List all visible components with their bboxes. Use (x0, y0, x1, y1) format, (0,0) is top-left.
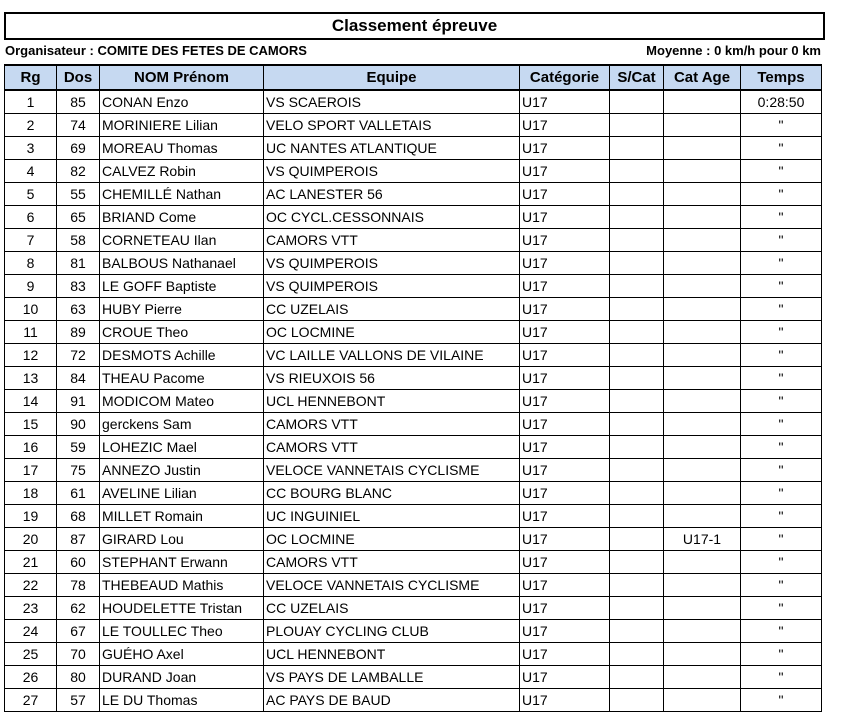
cell-age-category (664, 436, 741, 459)
column-header-team: Equipe (264, 65, 520, 90)
cell-name: STEPHANT Erwann (100, 551, 264, 574)
cell-subcategory (610, 620, 664, 643)
table-row (5, 344, 822, 367)
cell-category: U17 (520, 689, 610, 712)
cell-name: BRIAND Come (100, 206, 264, 229)
column-header-subcategory: S/Cat (610, 65, 664, 90)
cell-age-category (664, 390, 741, 413)
column-header-category: Catégorie (520, 65, 610, 90)
table-row (5, 160, 822, 183)
table-row (5, 643, 822, 666)
table-row (5, 114, 822, 137)
cell-rank: 6 (5, 206, 57, 229)
cell-name: MODICOM Mateo (100, 390, 264, 413)
cell-category: U17 (520, 90, 610, 114)
cell-time: " (741, 114, 822, 137)
cell-category: U17 (520, 344, 610, 367)
cell-subcategory (610, 643, 664, 666)
cell-category: U17 (520, 436, 610, 459)
cell-name: gerckens Sam (100, 413, 264, 436)
table-row (5, 666, 822, 689)
table-row (5, 183, 822, 206)
table-row (5, 620, 822, 643)
cell-team: VELOCE VANNETAIS CYCLISME (264, 574, 520, 597)
cell-category: U17 (520, 666, 610, 689)
cell-team: CC UZELAIS (264, 298, 520, 321)
cell-age-category (664, 160, 741, 183)
cell-bib: 84 (57, 367, 100, 390)
cell-category: U17 (520, 620, 610, 643)
cell-team: UC NANTES ATLANTIQUE (264, 137, 520, 160)
cell-subcategory (610, 275, 664, 298)
cell-time: " (741, 298, 822, 321)
cell-name: DESMOTS Achille (100, 344, 264, 367)
cell-name: CONAN Enzo (100, 90, 264, 114)
table-row (5, 367, 822, 390)
cell-category: U17 (520, 252, 610, 275)
cell-rank: 12 (5, 344, 57, 367)
cell-category: U17 (520, 505, 610, 528)
average-speed-label: Moyenne : 0 km/h pour 0 km (646, 43, 821, 58)
cell-time: " (741, 275, 822, 298)
cell-age-category (664, 183, 741, 206)
cell-team: OC LOCMINE (264, 528, 520, 551)
cell-name: LE GOFF Baptiste (100, 275, 264, 298)
cell-time: " (741, 505, 822, 528)
cell-rank: 15 (5, 413, 57, 436)
table-row (5, 482, 822, 505)
cell-subcategory (610, 321, 664, 344)
cell-rank: 13 (5, 367, 57, 390)
table-row (5, 551, 822, 574)
cell-subcategory (610, 666, 664, 689)
cell-age-category (664, 620, 741, 643)
cell-age-category (664, 275, 741, 298)
cell-team: UCL HENNEBONT (264, 390, 520, 413)
cell-subcategory (610, 528, 664, 551)
cell-bib: 80 (57, 666, 100, 689)
cell-team: VS QUIMPEROIS (264, 275, 520, 298)
cell-rank: 20 (5, 528, 57, 551)
cell-age-category (664, 90, 741, 114)
cell-category: U17 (520, 229, 610, 252)
cell-age-category: U17-1 (664, 528, 741, 551)
cell-bib: 78 (57, 574, 100, 597)
cell-age-category (664, 459, 741, 482)
cell-subcategory (610, 114, 664, 137)
cell-team: CC UZELAIS (264, 597, 520, 620)
table-row (5, 505, 822, 528)
cell-bib: 81 (57, 252, 100, 275)
cell-time: " (741, 344, 822, 367)
cell-time: " (741, 252, 822, 275)
cell-name: MORINIERE Lilian (100, 114, 264, 137)
cell-bib: 63 (57, 298, 100, 321)
cell-time: " (741, 390, 822, 413)
cell-subcategory (610, 206, 664, 229)
cell-name: THEAU Pacome (100, 367, 264, 390)
cell-subcategory (610, 689, 664, 712)
cell-rank: 18 (5, 482, 57, 505)
cell-age-category (664, 344, 741, 367)
cell-name: LOHEZIC Mael (100, 436, 264, 459)
cell-subcategory (610, 298, 664, 321)
cell-category: U17 (520, 183, 610, 206)
cell-subcategory (610, 229, 664, 252)
cell-rank: 10 (5, 298, 57, 321)
cell-rank: 16 (5, 436, 57, 459)
cell-age-category (664, 597, 741, 620)
cell-bib: 57 (57, 689, 100, 712)
cell-age-category (664, 551, 741, 574)
cell-age-category (664, 666, 741, 689)
cell-team: VS RIEUXOIS 56 (264, 367, 520, 390)
cell-category: U17 (520, 597, 610, 620)
cell-name: CHEMILLÉ Nathan (100, 183, 264, 206)
cell-team: CAMORS VTT (264, 436, 520, 459)
cell-bib: 60 (57, 551, 100, 574)
cell-subcategory (610, 436, 664, 459)
cell-subcategory (610, 551, 664, 574)
table-row (5, 574, 822, 597)
cell-time: " (741, 689, 822, 712)
cell-team: VS QUIMPEROIS (264, 252, 520, 275)
cell-name: ANNEZO Justin (100, 459, 264, 482)
cell-category: U17 (520, 275, 610, 298)
cell-bib: 62 (57, 597, 100, 620)
cell-age-category (664, 413, 741, 436)
cell-category: U17 (520, 390, 610, 413)
cell-team: AC LANESTER 56 (264, 183, 520, 206)
cell-name: THEBEAUD Mathis (100, 574, 264, 597)
table-row (5, 252, 822, 275)
cell-category: U17 (520, 528, 610, 551)
cell-team: UCL HENNEBONT (264, 643, 520, 666)
cell-bib: 82 (57, 160, 100, 183)
organizer-label: Organisateur : COMITE DES FETES DE CAMORS (5, 43, 307, 58)
cell-subcategory (610, 367, 664, 390)
cell-bib: 90 (57, 413, 100, 436)
cell-rank: 22 (5, 574, 57, 597)
cell-rank: 9 (5, 275, 57, 298)
cell-bib: 68 (57, 505, 100, 528)
cell-rank: 1 (5, 90, 57, 114)
cell-rank: 11 (5, 321, 57, 344)
cell-bib: 59 (57, 436, 100, 459)
cell-bib: 55 (57, 183, 100, 206)
results-body (5, 90, 822, 712)
cell-time: " (741, 482, 822, 505)
column-header-bib: Dos (57, 65, 100, 90)
cell-subcategory (610, 90, 664, 114)
column-header-name: NOM Prénom (100, 65, 264, 90)
cell-name: CORNETEAU Ilan (100, 229, 264, 252)
cell-category: U17 (520, 643, 610, 666)
cell-rank: 26 (5, 666, 57, 689)
table-row (5, 90, 822, 114)
cell-category: U17 (520, 137, 610, 160)
cell-rank: 27 (5, 689, 57, 712)
cell-time: " (741, 321, 822, 344)
cell-name: DURAND Joan (100, 666, 264, 689)
cell-bib: 70 (57, 643, 100, 666)
cell-team: VS SCAEROIS (264, 90, 520, 114)
cell-bib: 89 (57, 321, 100, 344)
cell-subcategory (610, 459, 664, 482)
cell-time: " (741, 666, 822, 689)
table-row (5, 413, 822, 436)
cell-team: CAMORS VTT (264, 229, 520, 252)
cell-time: " (741, 367, 822, 390)
cell-rank: 2 (5, 114, 57, 137)
column-header-rank: Rg (5, 65, 57, 90)
table-row (5, 436, 822, 459)
cell-bib: 72 (57, 344, 100, 367)
cell-subcategory (610, 252, 664, 275)
cell-age-category (664, 252, 741, 275)
cell-name: GUÉHO Axel (100, 643, 264, 666)
cell-subcategory (610, 160, 664, 183)
cell-bib: 65 (57, 206, 100, 229)
cell-time: " (741, 436, 822, 459)
cell-rank: 5 (5, 183, 57, 206)
column-header-age-category: Cat Age (664, 65, 741, 90)
cell-category: U17 (520, 206, 610, 229)
cell-rank: 23 (5, 597, 57, 620)
cell-time: " (741, 459, 822, 482)
cell-age-category (664, 298, 741, 321)
cell-age-category (664, 643, 741, 666)
cell-subcategory (610, 183, 664, 206)
cell-rank: 8 (5, 252, 57, 275)
cell-time: " (741, 160, 822, 183)
cell-time: " (741, 413, 822, 436)
cell-time: " (741, 137, 822, 160)
cell-team: VC LAILLE VALLONS DE VILAINE (264, 344, 520, 367)
cell-rank: 14 (5, 390, 57, 413)
cell-name: LE DU Thomas (100, 689, 264, 712)
cell-rank: 7 (5, 229, 57, 252)
cell-category: U17 (520, 413, 610, 436)
table-row (5, 137, 822, 160)
cell-age-category (664, 689, 741, 712)
cell-subcategory (610, 137, 664, 160)
cell-name: LE TOULLEC Theo (100, 620, 264, 643)
cell-time: " (741, 551, 822, 574)
table-row (5, 275, 822, 298)
cell-time: " (741, 183, 822, 206)
cell-bib: 74 (57, 114, 100, 137)
table-row (5, 689, 822, 712)
column-header-time: Temps (741, 65, 822, 90)
cell-time: " (741, 206, 822, 229)
cell-rank: 21 (5, 551, 57, 574)
cell-bib: 87 (57, 528, 100, 551)
cell-team: VELO SPORT VALLETAIS (264, 114, 520, 137)
cell-team: CAMORS VTT (264, 413, 520, 436)
cell-subcategory (610, 413, 664, 436)
cell-time: " (741, 620, 822, 643)
cell-subcategory (610, 482, 664, 505)
cell-age-category (664, 321, 741, 344)
page-title: Classement épreuve (4, 12, 825, 40)
table-row (5, 390, 822, 413)
cell-age-category (664, 206, 741, 229)
cell-name: BALBOUS Nathanael (100, 252, 264, 275)
cell-subcategory (610, 597, 664, 620)
cell-age-category (664, 114, 741, 137)
cell-bib: 91 (57, 390, 100, 413)
cell-name: HOUDELETTE Tristan (100, 597, 264, 620)
cell-team: VS QUIMPEROIS (264, 160, 520, 183)
table-row (5, 298, 822, 321)
cell-team: CAMORS VTT (264, 551, 520, 574)
cell-bib: 69 (57, 137, 100, 160)
cell-age-category (664, 137, 741, 160)
cell-category: U17 (520, 551, 610, 574)
cell-age-category (664, 367, 741, 390)
table-row (5, 459, 822, 482)
cell-team: VELOCE VANNETAIS CYCLISME (264, 459, 520, 482)
cell-team: OC LOCMINE (264, 321, 520, 344)
cell-time: " (741, 643, 822, 666)
cell-team: AC PAYS DE BAUD (264, 689, 520, 712)
cell-team: VS PAYS DE LAMBALLE (264, 666, 520, 689)
cell-rank: 4 (5, 160, 57, 183)
cell-category: U17 (520, 321, 610, 344)
cell-time: " (741, 229, 822, 252)
cell-team: CC BOURG BLANC (264, 482, 520, 505)
cell-time: 0:28:50 (741, 90, 822, 114)
cell-bib: 83 (57, 275, 100, 298)
cell-name: MILLET Romain (100, 505, 264, 528)
cell-age-category (664, 505, 741, 528)
cell-time: " (741, 528, 822, 551)
cell-rank: 25 (5, 643, 57, 666)
cell-team: PLOUAY CYCLING CLUB (264, 620, 520, 643)
table-row (5, 321, 822, 344)
cell-category: U17 (520, 367, 610, 390)
table-row (5, 206, 822, 229)
cell-subcategory (610, 505, 664, 528)
cell-name: HUBY Pierre (100, 298, 264, 321)
cell-category: U17 (520, 160, 610, 183)
results-table (4, 64, 822, 712)
cell-time: " (741, 597, 822, 620)
cell-team: UC INGUINIEL (264, 505, 520, 528)
cell-age-category (664, 482, 741, 505)
cell-name: GIRARD Lou (100, 528, 264, 551)
table-header-row (5, 65, 822, 90)
cell-bib: 58 (57, 229, 100, 252)
cell-bib: 85 (57, 90, 100, 114)
cell-category: U17 (520, 574, 610, 597)
cell-category: U17 (520, 482, 610, 505)
cell-rank: 3 (5, 137, 57, 160)
cell-category: U17 (520, 459, 610, 482)
cell-subcategory (610, 344, 664, 367)
cell-age-category (664, 574, 741, 597)
cell-category: U17 (520, 114, 610, 137)
cell-team: OC CYCL.CESSONNAIS (264, 206, 520, 229)
table-row (5, 597, 822, 620)
cell-rank: 17 (5, 459, 57, 482)
cell-age-category (664, 229, 741, 252)
table-row (5, 229, 822, 252)
table-row (5, 528, 822, 551)
cell-subcategory (610, 390, 664, 413)
cell-bib: 61 (57, 482, 100, 505)
cell-bib: 67 (57, 620, 100, 643)
cell-subcategory (610, 574, 664, 597)
cell-name: AVELINE Lilian (100, 482, 264, 505)
cell-name: CALVEZ Robin (100, 160, 264, 183)
cell-time: " (741, 574, 822, 597)
cell-rank: 19 (5, 505, 57, 528)
cell-bib: 75 (57, 459, 100, 482)
cell-category: U17 (520, 298, 610, 321)
cell-name: CROUE Theo (100, 321, 264, 344)
cell-rank: 24 (5, 620, 57, 643)
cell-name: MOREAU Thomas (100, 137, 264, 160)
